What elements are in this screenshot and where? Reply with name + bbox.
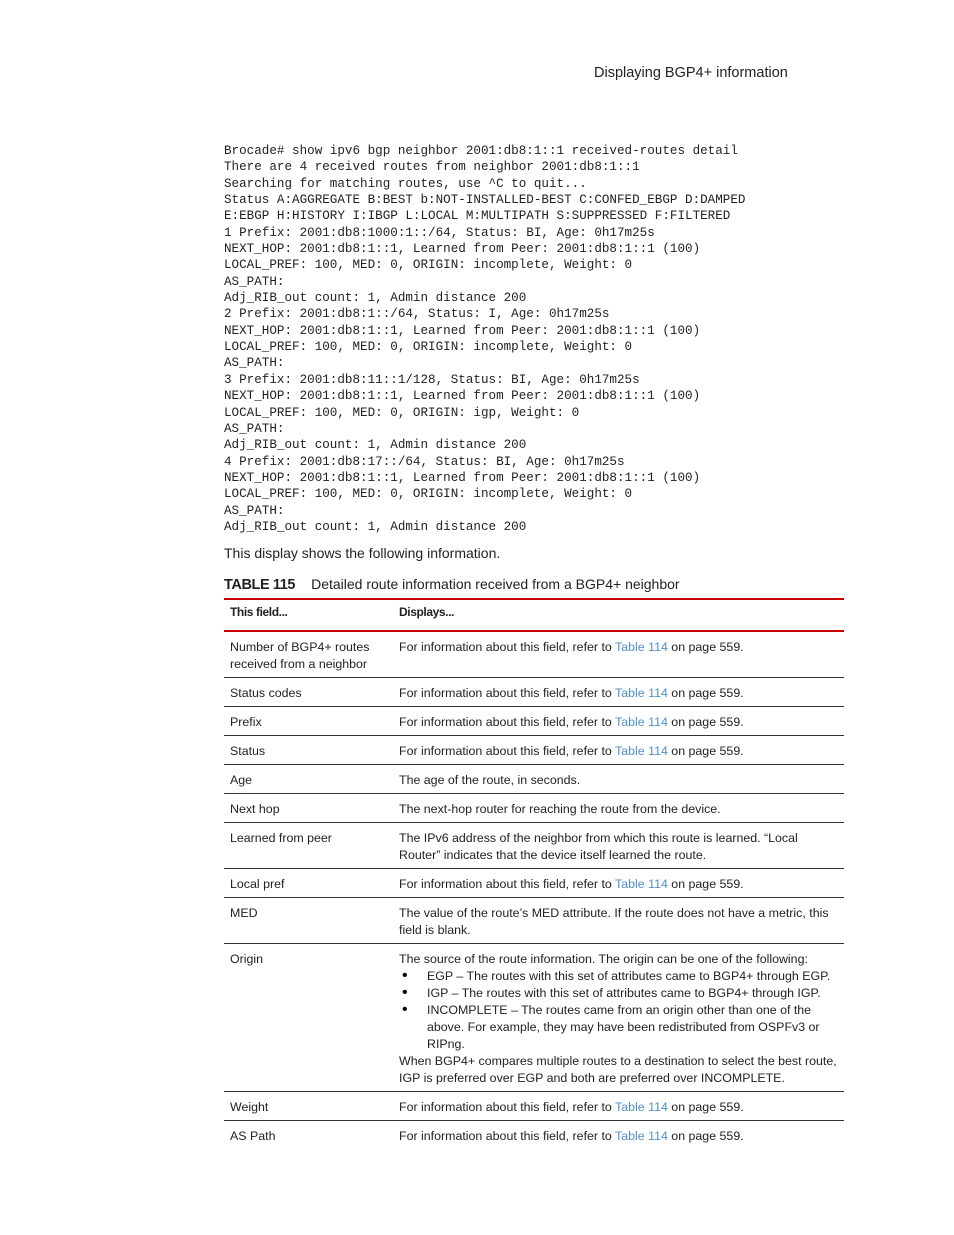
table-row [224,944,844,1092]
field-cell: Origin [224,944,393,1092]
ref-suffix: on page 559. [667,686,744,700]
field-cell: Prefix [224,707,393,736]
code-line: LOCAL_PREF: 100, MED: 0, ORIGIN: incomplete, Weight: 0 [224,487,633,502]
table-label: TABLE 115 [224,577,296,593]
code-line: Brocade# show ipv6 bgp neighbor 2001:db8:1::1 received-routes detail [224,144,738,158]
field-cell: Weight [224,1092,393,1121]
page-header: Displaying BGP4+ information [594,65,788,81]
table-114-link[interactable]: Table 114 [615,686,668,700]
description-cell [393,869,844,898]
description-cell [393,1121,844,1150]
code-line: Searching for matching routes, use ^C to quit... [224,176,587,191]
code-line: AS_PATH: [224,421,285,436]
ref-prefix: For information about this field, refer to [399,640,616,654]
table-114-link[interactable]: Table 114 [615,877,668,891]
code-line: NEXT_HOP: 2001:db8:1::1, Learned from Peer: 2001:db8:1::1 (100) [224,323,701,338]
description-cell [393,678,844,707]
code-line: 4 Prefix: 2001:db8:17::/64, Status: BI, Age: 0h17m25s [224,454,625,469]
table-row [224,794,844,823]
ref-prefix: For information about this field, refer to [399,715,616,729]
description-text: The source of the route information. The origin can be one of the following: [399,952,808,966]
table-row [224,1121,844,1150]
header-field: This field... [224,599,393,631]
table-114-link[interactable]: Table 114 [615,1100,668,1114]
description-cell [393,794,844,823]
description-text: The IPv6 address of the neighbor from which this route is learned. “Local Router” indicates that the device itself learned the route. [399,831,798,862]
table-114-link[interactable]: Table 114 [615,640,668,654]
code-line: Status A:AGGREGATE B:BEST b:NOT-INSTALLED-BEST C:CONFED_EBGP D:DAMPED [224,193,746,208]
ref-prefix: For information about this field, refer to [399,1129,616,1143]
cli-output-block [224,143,844,535]
table-row [224,736,844,765]
table-row [224,631,844,678]
header-displays: Displays... [393,599,844,631]
ref-suffix: on page 559. [667,877,744,891]
description-text: The value of the route’s MED attribute. If the route does not have a metric, this field is blank. [399,906,829,937]
code-line: LOCAL_PREF: 100, MED: 0, ORIGIN: incomplete, Weight: 0 [224,340,633,355]
table-114-link[interactable]: Table 114 [615,1129,668,1143]
bullet-item: • IGP – The routes with this set of attributes came to BGP4+ through IGP. [399,985,838,1002]
description-cell [393,765,844,794]
ref-prefix: For information about this field, refer to [399,744,616,758]
table-row [224,898,844,944]
code-line: LOCAL_PREF: 100, MED: 0, ORIGIN: incomplete, Weight: 0 [224,258,633,273]
ref-suffix: on page 559. [667,1129,744,1143]
table-row [224,869,844,898]
table-caption-text: Detailed route information received from a BGP4+ neighbor [311,576,680,592]
field-cell: Status [224,736,393,765]
ref-suffix: on page 559. [667,744,744,758]
code-line: There are 4 received routes from neighbor 2001:db8:1::1 [224,160,640,175]
description-text: The next-hop router for reaching the route from the device. [399,802,721,816]
field-cell: Next hop [224,794,393,823]
table-row [224,765,844,794]
description-cell [393,1092,844,1121]
route-info-table [224,598,844,1149]
code-line: LOCAL_PREF: 100, MED: 0, ORIGIN: igp, Weight: 0 [224,405,580,420]
field-cell: Status codes [224,678,393,707]
table-row [224,678,844,707]
table-header-row [224,599,844,631]
table-114-link[interactable]: Table 114 [615,715,668,729]
ref-prefix: For information about this field, refer to [399,1100,616,1114]
ref-prefix: For information about this field, refer to [399,686,616,700]
ref-prefix: For information about this field, refer to [399,877,616,891]
description-text: The age of the route, in seconds. [399,773,581,787]
origin-bullet-list [399,968,838,1053]
code-line: AS_PATH: [224,356,285,371]
field-cell: Age [224,765,393,794]
bullet-item: • INCOMPLETE – The routes came from an origin other than one of the above. For example, they may have been redistributed from OSPFv3 or RIPng. [399,1002,838,1053]
description-cell [393,823,844,869]
code-line: Adj_RIB_out count: 1, Admin distance 200 [224,438,527,453]
code-line: 2 Prefix: 2001:db8:1::/64, Status: I, Age: 0h17m25s [224,307,610,322]
table-row [224,1092,844,1121]
description-cell [393,736,844,765]
code-line: 3 Prefix: 2001:db8:11::1/128, Status: BI, Age: 0h17m25s [224,372,640,387]
code-line: AS_PATH: [224,503,285,518]
description-note: When BGP4+ compares multiple routes to a destination to select the best route, IGP is preferred over EGP and both are preferred over INCOMPLETE. [399,1054,837,1085]
field-cell: MED [224,898,393,944]
table-114-link[interactable]: Table 114 [615,744,668,758]
code-line: NEXT_HOP: 2001:db8:1::1, Learned from Peer: 2001:db8:1::1 (100) [224,389,701,404]
field-cell: Learned from peer [224,823,393,869]
bullet-item: • EGP – The routes with this set of attributes came to BGP4+ through EGP. [399,968,838,985]
code-line: Adj_RIB_out count: 1, Admin distance 200 [224,519,527,534]
ref-suffix: on page 559. [667,715,744,729]
code-line: Adj_RIB_out count: 1, Admin distance 200 [224,291,527,306]
intro-text: This display shows the following information. [224,545,501,561]
description-cell [393,707,844,736]
table-row [224,707,844,736]
field-cell: Number of BGP4+ routes received from a neighbor [224,631,393,678]
field-cell: AS Path [230,1129,276,1143]
table-caption [224,576,844,593]
code-line: AS_PATH: [224,274,285,289]
description-cell [393,898,844,944]
code-line: E:EBGP H:HISTORY I:IBGP L:LOCAL M:MULTIPATH S:SUPPRESSED F:FILTERED [224,209,731,224]
description-cell [393,944,844,1092]
field-cell: Local pref [224,869,393,898]
code-line: NEXT_HOP: 2001:db8:1::1, Learned from Peer: 2001:db8:1::1 (100) [224,242,701,257]
ref-suffix: on page 559. [667,640,744,654]
description-cell [393,631,844,678]
table-row [224,823,844,869]
ref-suffix: on page 559. [667,1100,744,1114]
code-line: NEXT_HOP: 2001:db8:1::1, Learned from Peer: 2001:db8:1::1 (100) [224,470,701,485]
code-line: 1 Prefix: 2001:db8:1000:1::/64, Status: BI, Age: 0h17m25s [224,225,655,240]
